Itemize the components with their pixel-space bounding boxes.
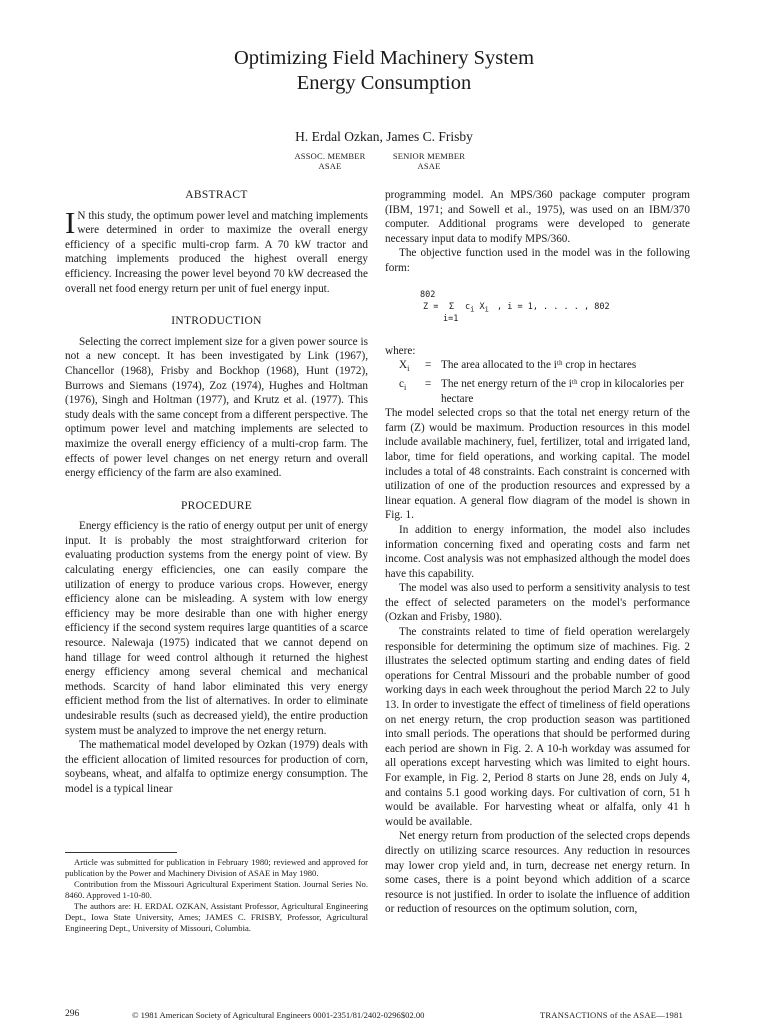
journal-name: TRANSACTIONS of the ASAE—1981 bbox=[539, 1010, 683, 1020]
footnotes bbox=[65, 857, 368, 934]
right-paragraph-3: In addition to energy information, the model also includes information concerning fixed and operating costs and farm net income. Cost analysis was not emphasized although the model does have this capability. bbox=[385, 523, 690, 580]
objective-function-formula bbox=[385, 288, 690, 338]
author-line: H. Erdal Ozkan, James C. Frisby bbox=[295, 129, 473, 144]
sum-upper-limit: 802 bbox=[420, 289, 436, 300]
introduction-heading: INTRODUCTION bbox=[171, 315, 262, 328]
right-paragraph-4: The model was also used to perform a sensitivity analysis to test the effect of selected parameters on the model's performance (Ozkan and Frisby, 1980). bbox=[385, 582, 690, 624]
title-line-1: Optimizing Field Machinery System bbox=[233, 47, 535, 69]
introduction-paragraph: Selecting the correct implement size for a given power source is not a new concept. It has been investigated by Link (1967), Chancellor (1968), Frisby and Bockhop (1968), Hunt (1972), Burrows and Siemans (1974), Zoz (1974), Hughes and Holtman (1976), Singh and Holtman (1977), and Krutz et al. (1977). This study deals with the same concept from a different perspective. The optimum power level and matching implements are selected to maximize the overall energy efficiency of a multi-crop farm. The effects of power level changes on net energy return and overall energy efficiency of the farm are also examined. bbox=[65, 335, 368, 480]
sum-lower-limit: i=1 bbox=[443, 313, 459, 324]
paper-title bbox=[0, 46, 768, 96]
footnote-rule bbox=[65, 852, 177, 853]
title-line-2: Energy Consumption bbox=[296, 72, 472, 94]
right-paragraph-6: Net energy return from production of the selected crops depends directly on utilizing scarce resources. Any reduction in resources may lower crop yield and, in turn, decrease net energy return. In some cases, there is a point beyond which addition of a scarce resource is not justified. In order to isolate the influence of addition or reduction of resources on the optimum solution, corn, bbox=[385, 830, 690, 916]
copyright-line: © 1981 American Society of Agricultural Engineers 0001-2351/81/2402-0296$02.00 bbox=[132, 1010, 425, 1020]
definition-row: $c_i$ = The net energy return of the iᵗʰ crop in kilocalories per hectare bbox=[399, 377, 684, 405]
page-number: 296 bbox=[65, 1009, 80, 1019]
right-paragraph-1: The objective function used in the model was in the following form: bbox=[385, 247, 690, 274]
right-column bbox=[385, 188, 690, 917]
author-1-membership: ASSOC. MEMBER ASAE bbox=[294, 151, 366, 171]
right-paragraph-5: The constraints related to time of field operation werelargely responsible for determining the optimum size of machines. Fig. 2 illustrates the selected optimum starting and ending dates of field operations for Central Missouri and the probable number of good working days in each week throughout the period March 22 to July 13. In order to investigate the effect of timeliness of field operations on net energy return, the crop production season was partitioned into small periods. The operations that should be performed during each period are shown in Fig. 2. A 10-h workday was assumed for all operations except harvesting which was limited to eight hours. For example, in Fig. 2, Period 8 starts on June 28, ends on July 4, and contains 5.1 good working days. For cultivation of corn, 51 h would be available. For harvesting wheat or alfalfa, only 41 h would be available. bbox=[385, 626, 690, 828]
footnote-contribution: Contribution from the Missouri Agricultural Experiment Station. Journal Series No. 8460. Approved 1-10-80. bbox=[65, 879, 368, 900]
abstract-heading: ABSTRACT bbox=[185, 189, 248, 201]
drop-cap: I bbox=[65, 204, 76, 240]
abstract-text: I N this study, the optimum power level and matching implements were determined in order to maximize the overall energy efficiency of a specific multi-crop farm. A 70 kW tractor and matching implements produced the highest overall energy efficiency. Increasing the power level beyond 70 kW decreased the overall net food energy return per unit of fuel energy input. bbox=[65, 204, 368, 295]
index-range: , i = 1, . . . . , 802 bbox=[497, 301, 610, 312]
footnote-submission: Article was submitted for publication in February 1980; reviewed and approved for publication by the Power and Machinery Division of ASAE in May 1980. bbox=[65, 857, 368, 878]
formula-term: $c_i$ $X_i$ bbox=[465, 301, 489, 314]
footnote-authors: The authors are: H. ERDAL OZKAN, Assistant Professor, Agricultural Engineering Dept., Iowa State University, Ames; JAMES C. FRISBY, Professor, Agricultural Engineering Dept., University of Missouri, Columbia. bbox=[65, 901, 368, 933]
variable-definitions bbox=[385, 358, 690, 406]
definition-row: $X_i$ = The area allocated to the iᵗʰ crop in hectares bbox=[399, 359, 637, 374]
procedure-heading: PROCEDURE bbox=[180, 499, 253, 512]
right-paragraph-0: programming model. An MPS/360 package computer program (IBM, 1971; and Sowell et al., 1975), was used on an IBM/370 computer. Additional programs were developed to generate necessary input data to modify MPS/360. bbox=[385, 189, 690, 245]
procedure-paragraph-1: Energy efficiency is the ratio of energy output per unit of energy input. It is probably the most straightforward criterion for evaluating production systems from the energy point of view. By calculating energy efficiencies, one can easily compare the utilization of energy to produce various crops. However, energy efficiency alone can be misleading. A system with low energy efficiency may be more desirable than one with higher energy efficiency if the second system requires large quantities of a scarce resource. Nalewaja (1975) indicated that we cannot depend on hand tillage for weed control although it returned the highest energy efficiency among several chemical and mechanical methods. Scarcity of hand labor eliminated this very energy efficient method from the list of alternatives. In order to eliminate undesirable results (such as decreased yield), the entire production system must be analyzed to improve the net energy return. bbox=[65, 520, 368, 737]
author-2-membership: SENIOR MEMBER ASAE bbox=[392, 151, 466, 171]
right-paragraph-2: The model selected crops so that the total net energy return of the farm (Z) would be maximum. Production resources in this model include available machinery, fuel, fertilizer, total and irrigated land, labor, time for field operations, and working capital. The model includes a total of 48 constraints. Each constraint is concerned with utilization of one of the production resources and expressed by a linear equation. A general flow diagram of the model is shown in Fig. 1. bbox=[385, 407, 690, 522]
where-label: where: bbox=[385, 344, 416, 357]
sigma-symbol: Σ bbox=[449, 301, 455, 312]
procedure-paragraph-2: The mathematical model developed by Ozkan (1979) deals with the efficient allocation of limited resources for production of corn, soybeans, wheat, and alfalfa to optimize energy consumption. The model is a typical linear bbox=[65, 739, 368, 795]
left-column bbox=[65, 188, 368, 797]
formula-lhs: Z = bbox=[423, 301, 439, 312]
